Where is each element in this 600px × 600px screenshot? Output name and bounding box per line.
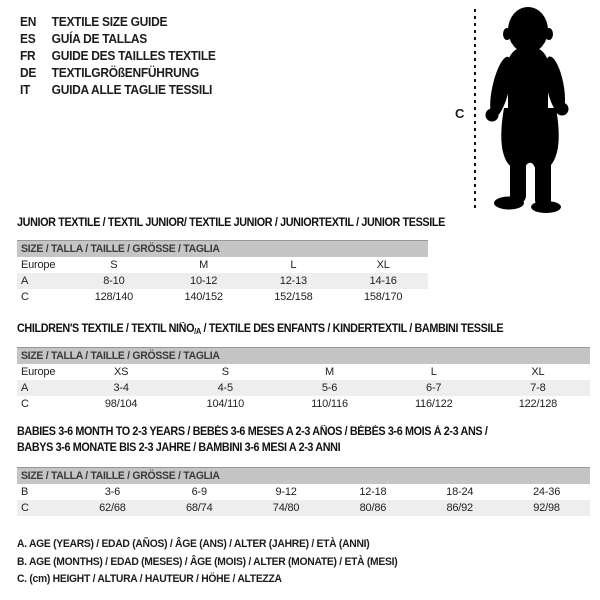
size-cell: XL [376,259,390,271]
title-subscript: /A [194,327,201,336]
height-cell: 122/128 [518,398,558,410]
table-row-age [17,273,428,289]
age-cell: 12-13 [279,275,307,287]
row-label: Europe [21,259,56,271]
row-label: C [21,502,29,514]
language-list [20,13,224,98]
row-label: C [21,398,29,410]
babies-table-title [17,424,487,456]
children-size-table [17,347,590,412]
babies-size-table [17,467,590,516]
language-code: IT [20,82,31,97]
age-cell: 10-12 [190,275,218,287]
size-cell: S [221,366,229,378]
size-header-band [17,467,590,484]
age-cell: 7-8 [530,382,546,394]
row-label: Europe [21,366,56,378]
size-header-text: SIZE / TALLA / TAILLE / GRÖSSE / TAGLIA [21,470,220,482]
height-cell: 62/68 [99,502,126,514]
months-cell: 3-6 [104,486,121,498]
months-cell: 18-24 [446,486,474,498]
row-label: B [21,486,29,498]
language-row-de [20,64,216,81]
size-cell: XS [113,366,129,378]
row-label: C [21,291,29,303]
legend-notes [17,536,422,589]
height-cell: 116/122 [414,398,453,410]
language-code: FR [20,48,36,63]
size-cell: S [110,259,118,271]
height-dashed-line [474,9,476,210]
size-cell: M [199,259,209,271]
table-row-height [17,289,428,305]
height-cell: 68/74 [185,502,213,514]
language-row-en [20,13,216,30]
toddler-silhouette-icon [482,5,578,213]
title-line: BABIES 3-6 MONTH TO 2-3 YEARS / BEBÉS 3-6 MESES A 2-3 AÑOS / BÉBÉS 3-6 MOIS À 2-3 ANS / [17,426,488,438]
table-row-height [17,500,590,516]
size-cell: L [430,366,437,378]
height-cell: 98/104 [104,398,138,410]
language-code: ES [20,31,36,46]
size-header-band [17,347,590,364]
row-label: A [21,382,29,394]
months-cell: 9-12 [275,486,297,498]
language-label: GUÍA DE TALLAS [51,31,147,46]
title-line: BABYS 3-6 MONATE BIS 2-3 JAHRE / BAMBINI 3-6 MESI A 2-3 ANNI [17,442,341,454]
language-code: DE [20,65,37,80]
size-header-band [17,240,428,257]
height-cell: 80/86 [359,502,387,514]
height-cell: 74/80 [272,502,300,514]
height-cell: 92/98 [533,502,560,514]
language-code: EN [20,14,37,29]
age-cell: 3-4 [113,382,129,394]
months-cell: 24-36 [532,486,561,498]
age-cell: 5-6 [321,382,338,394]
table-row-height [17,396,590,412]
junior-table-title: JUNIOR TEXTILE / TEXTIL JUNIOR/ TEXTILE JUNIOR / JUNIORTEXTIL / JUNIOR TESSILE [17,217,445,229]
language-label: TEXTILE SIZE GUIDE [51,14,168,29]
table-row-months [17,484,590,500]
language-row-es [20,30,216,47]
row-label: A [21,275,29,287]
language-row-fr [20,47,216,64]
size-cell: XL [531,366,545,378]
height-cell: 128/140 [94,291,134,303]
junior-size-table [17,240,428,305]
legend-note-c: C. (cm) HEIGHT / ALTURA / HAUTEUR / HÖHE / ALTEZZA [17,573,282,585]
height-cell: 110/116 [311,398,348,410]
size-header-text: SIZE / TALLA / TAILLE / GRÖSSE / TAGLIA [21,243,220,255]
language-label: GUIDE DES TAILLES TEXTILE [51,48,216,63]
title-part: CHILDREN'S TEXTILE / TEXTIL NIÑO [17,323,195,335]
size-cell: L [290,259,297,271]
months-cell: 6-9 [191,486,207,498]
table-row-age [17,380,590,396]
height-cell: 104/110 [206,398,245,410]
children-table-title [17,321,503,340]
height-measure-label: C [455,106,465,121]
size-cell: M [325,366,334,378]
height-cell: 152/158 [274,291,313,303]
height-cell: 86/92 [446,502,473,514]
title-part: / TEXTILE DES ENFANTS / KINDERTEXTIL / BAMBINI TESSILE [200,323,504,335]
language-label: GUIDA ALLE TAGLIE TESSILI [51,82,213,97]
legend-note-b: B. AGE (MONTHS) / EDAD (MESES) / ÂGE (MOIS) / ALTER (MONATE) / ETÀ (MESI) [17,555,398,568]
height-cell: 158/170 [363,291,403,303]
months-cell: 12-18 [359,486,387,498]
height-cell: 140/152 [184,291,223,303]
language-label: TEXTILGRÖßENFÜHRUNG [51,65,199,80]
age-cell: 6-7 [426,382,442,394]
table-row-europe [17,364,590,380]
age-cell: 4-5 [217,382,233,394]
language-row-it [20,81,216,98]
table-row-europe [17,257,428,273]
size-header-text: SIZE / TALLA / TAILLE / GRÖSSE / TAGLIA [21,350,220,362]
age-cell: 14-16 [369,275,397,287]
age-cell: 8-10 [103,275,125,287]
legend-note-a: A. AGE (YEARS) / EDAD (AÑOS) / ÂGE (ANS) / ALTER (JAHRE) / ETÀ (ANNI) [17,538,370,550]
